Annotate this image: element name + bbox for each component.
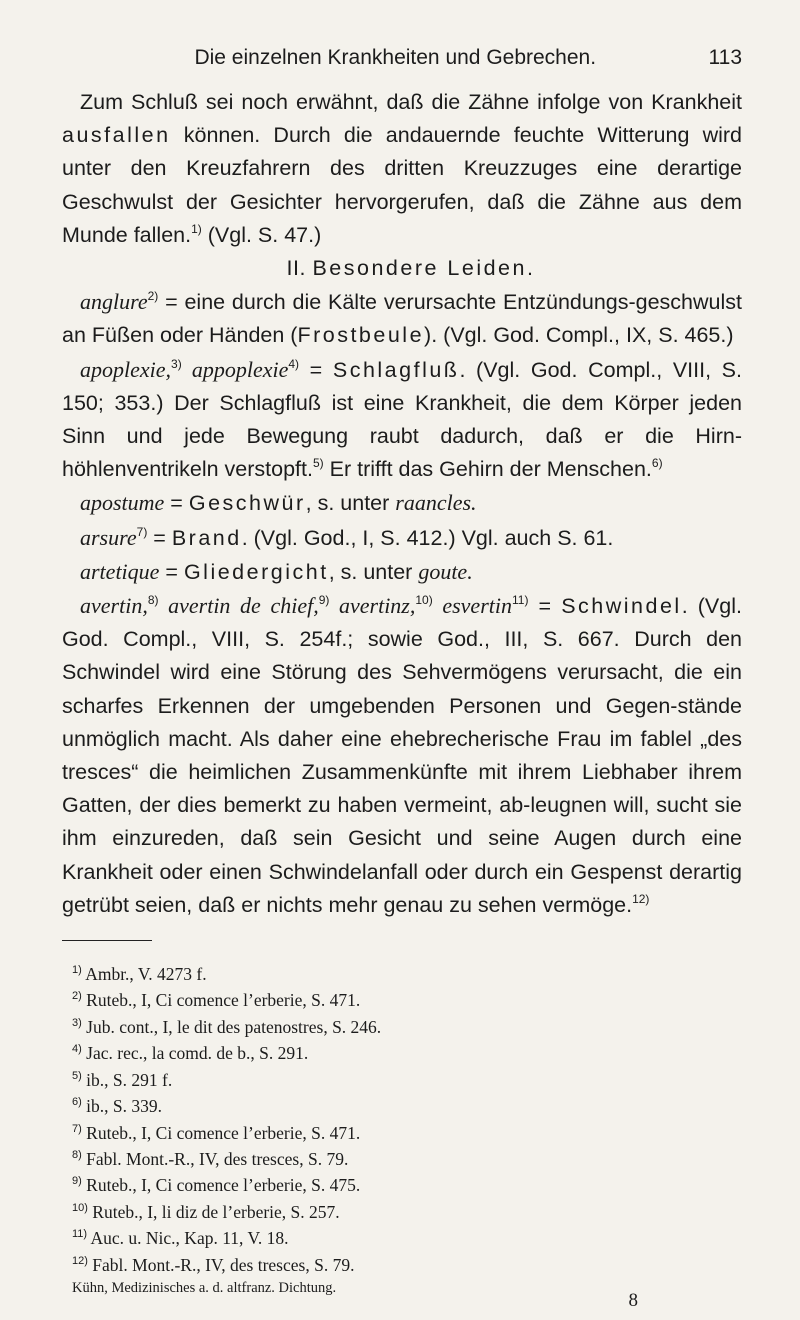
book-page <box>62 46 742 1311</box>
entry-apoplexie: apoplexie,$^{3)}$ appoplexie$^{4)}$ = Schlagfluß. (Vgl. God. Compl., VIII, S. 150; 353.) Der Schlagfluß ist eine Krankheit, die dem Körper jeden Sinn und jede Bewegung raubt dadurch, daß er die Hirn-höhlenventrikeln verstopft.$^{5)}$ Er trifft das Gehirn der Menschen.$^{6)}$ <box>62 356 742 482</box>
footnote-ref: 5) <box>312 456 324 471</box>
footnote: $^{3)}$ Jub. cont., I, le dit des patenostres, S. 246. <box>72 1016 382 1037</box>
footnote-ref: 1) <box>191 221 202 236</box>
entry-term: appoplexie <box>181 356 289 382</box>
footnote: $^{9)}$ Ruteb., I, Ci comence l’erberie, S. 475. <box>72 1175 361 1196</box>
entry-avertin: avertin,$^{8)}$ avertin de chief,$^{9)}$ avertinz,$^{10)}$ esvertin$^{11)}$ = Schwindel. (Vgl. God. Compl., VIII, S. 254f.; sowie God., III, S. 667. Durch den Schwindel wird eine Störung des Sehvermögens verursacht, die ein scharfes Erkennen der umgebenden Personen und Gegen-stände unmöglich macht. Als daher eine ehebrecherische Frau im fablel „des tresces“ die heimlichen Zusammenkünfte mit ihrem Liebhaber ihrem Gatten, der dies bemerkt zu haben vermeint, ab-leugnen will, sucht sie ihm einzureden, daß sein Gesicht und seine Augen durch eine Krankheit oder einen Schwindelanfall oder durch ein Gespenst derartig getrübt seien, daß er nichts mehr genau zu sehen vermöge.$^{12)}$ <box>62 593 742 917</box>
footnote-ref: 10) <box>415 593 433 608</box>
footnote-ref: 3) <box>171 356 182 371</box>
page-number: 113 <box>708 46 742 69</box>
footnote-ref: 2) <box>147 289 159 304</box>
entry-term: avertin de chief, <box>158 593 319 619</box>
running-title: Die einzelnen Krankheiten und Gebrechen. <box>194 46 597 69</box>
main-text <box>62 86 742 922</box>
cross-reference: goute. <box>418 558 473 584</box>
entry-term: apoplexie, <box>80 356 172 382</box>
entry-term: avertin, <box>80 593 148 619</box>
footnote: $^{1)}$ Ambr., V. 4273 f. <box>72 964 207 985</box>
imprint-line: Kühn, Medizinisches a. d. altfranz. Dichtung. <box>72 1279 337 1296</box>
entry-term: esvertin <box>432 593 512 619</box>
entry-term: apostume <box>80 490 165 516</box>
footnote: $^{6)}$ ib., S. 339. <box>72 1096 163 1117</box>
page-footer <box>62 1279 742 1311</box>
cross-reference: raancles. <box>395 490 477 516</box>
intro-paragraph: Zum Schluß sei noch erwähnt, daß die Zähne infolge von Krankheit ausfallen können. Durch die andauernde feuchte Witterung wird unter den Kreuzfahrern des dritten Kreuzzuges eine derartige Geschwulst der Gesichter hervorgerufen, daß die Zähne aus dem Munde fallen.$^{1)}$ (Vgl. S. 47.) <box>62 90 742 247</box>
footnote: $^{10)}$ Ruteb., I, li diz de l’erberie, S. 257. <box>72 1201 340 1222</box>
footnote: $^{2)}$ Ruteb., I, Ci comence l’erberie, S. 471. <box>72 990 361 1011</box>
footnote-ref: 4) <box>288 356 300 371</box>
footnote-ref: 6) <box>651 456 663 471</box>
entry-term: arsure <box>80 524 137 550</box>
footnote: $^{8)}$ Fabl. Mont.-R., IV, des tresces, S. 79. <box>72 1148 349 1169</box>
running-header <box>62 46 742 76</box>
entry-anglure: anglure$^{2)}$ = eine durch die Kälte verursachte Entzündungs-geschwulst an Füßen oder Händen (Frostbeule). (Vgl. God. Compl., IX, S. 465.) <box>62 289 742 348</box>
footnote: $^{5)}$ ib., S. 291 f. <box>72 1069 173 1090</box>
footnote: $^{12)}$ Fabl. Mont.-R., IV, des tresces, S. 79. <box>72 1254 355 1275</box>
entry-apostume: apostume = Geschwür, s. unter raancles. <box>80 490 477 516</box>
footnote-separator <box>62 940 152 941</box>
footnote-ref: 8) <box>147 593 159 608</box>
entry-arsure: arsure$^{7)}$ = Brand. (Vgl. God., I, S. 412.) Vgl. auch S. 61. <box>80 524 614 550</box>
footnote-ref: 7) <box>136 524 148 539</box>
footnote: $^{7)}$ Ruteb., I, Ci comence l’erberie, S. 471. <box>72 1122 361 1143</box>
footnote-ref: 9) <box>318 593 330 608</box>
entry-artetique: artetique = Gliedergicht, s. unter goute. <box>80 558 473 584</box>
entry-term: anglure <box>80 289 148 315</box>
entry-term: avertinz, <box>329 593 416 619</box>
entry-term: artetique <box>80 558 160 584</box>
section-heading: II. Besondere Leiden. <box>286 256 536 281</box>
footnote: $^{11)}$ Auc. u. Nic., Kap. 11, V. 18. <box>72 1228 289 1249</box>
signature-mark: 8 <box>628 1289 638 1311</box>
footnote-ref: 12) <box>632 891 650 906</box>
footnote-ref: 11) <box>511 593 529 608</box>
footnotes <box>62 961 742 1278</box>
footnote: $^{4)}$ Jac. rec., la comd. de b., S. 291. <box>72 1043 309 1064</box>
